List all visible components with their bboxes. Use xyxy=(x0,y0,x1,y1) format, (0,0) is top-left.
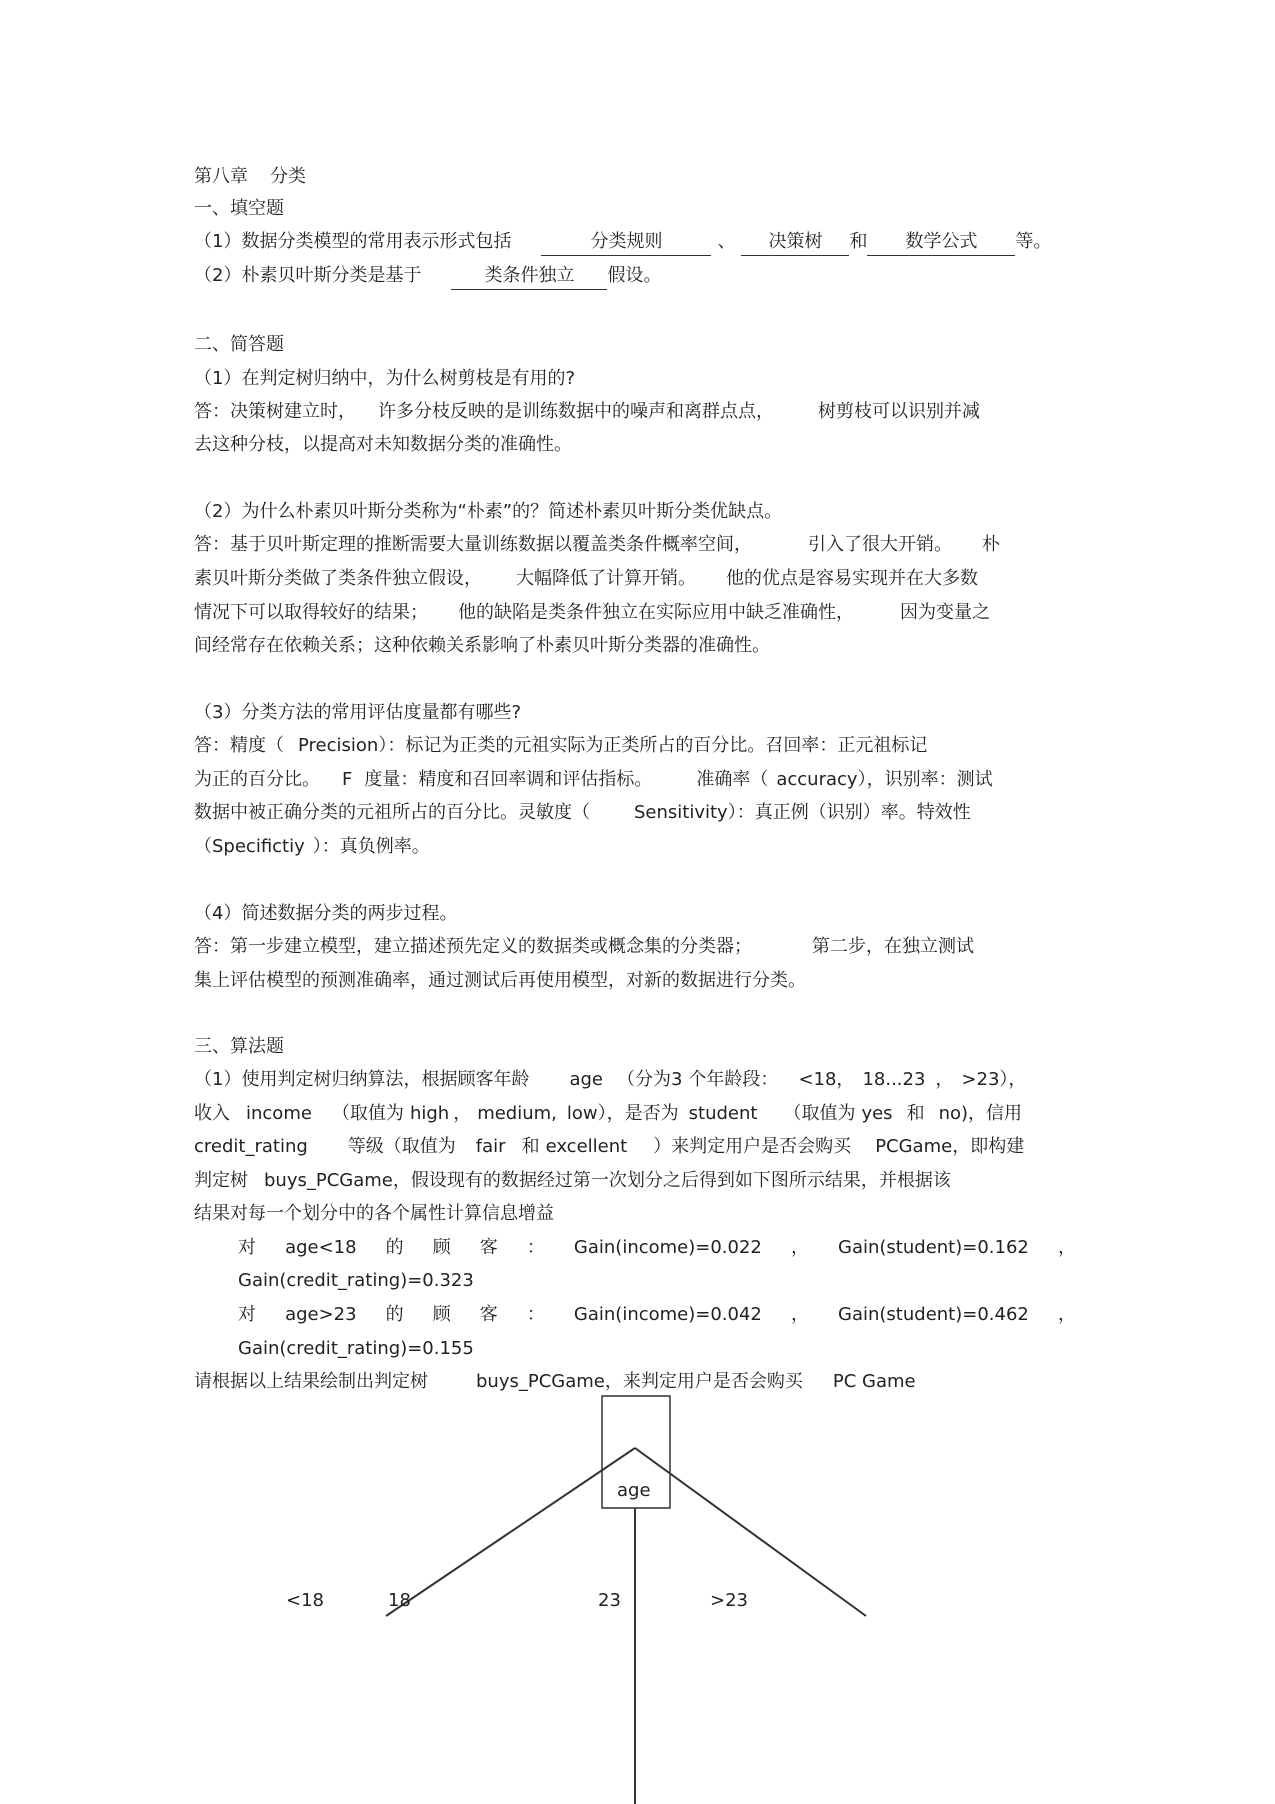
fill-blank: 类条件独立 xyxy=(451,263,607,290)
answer-line: 数据中被正确分类的元祖所占的百分比。灵敏度（ Sensitivity）：真正例（识别）率。特效性 xyxy=(194,802,971,823)
algo-paragraph-line: （1）使用判定树归纳算法，根据顾客年龄 age （分为3 个年龄段： <18， 18...23 ， >23）， xyxy=(194,1069,1027,1090)
answer-line: 答：决策树建立时， 许多分枝反映的是训练数据中的噪声和离群点点， 树剪枝可以识别并减 xyxy=(194,401,980,422)
algo-paragraph-line: 判定树 buys_PCGame，假设现有的数据经过第一次划分之后得到如下图所示结果，并根据该 xyxy=(194,1170,951,1191)
branch-label: 23 xyxy=(598,1590,621,1611)
branch-right-line xyxy=(635,1448,866,1616)
fill-blank: 分类规则 xyxy=(541,229,711,256)
algo-paragraph-line: 收入 income （取值为 high ， medium, low），是否为 student （取值为 yes 和 no)，信用 xyxy=(194,1103,1023,1124)
branch-label: >23 xyxy=(710,1590,748,1611)
answer-line: 去这种分枝，以提高对未知数据分类的准确性。 xyxy=(194,434,572,455)
gain-value: Gain(credit_rating)=0.155 xyxy=(238,1338,474,1359)
short-question-4: （4）简述数据分类的两步过程。 xyxy=(194,903,458,924)
fill-question-2: （2）朴素贝叶斯分类是基于 类条件独立 假设。 xyxy=(194,263,661,290)
fill-blank: 决策树 xyxy=(741,229,849,256)
algo-paragraph-line: 结果对每一个划分中的各个属性计算信息增益 xyxy=(194,1203,554,1224)
chapter-number: 第八章 xyxy=(194,166,248,187)
short-question-2: （2）为什么朴素贝叶斯分类称为“朴素”的？简述朴素贝叶斯分类优缺点。 xyxy=(194,501,783,522)
root-node-label: age xyxy=(617,1480,651,1501)
section-heading-fill: 一、填空题 xyxy=(194,198,284,219)
fill-blank: 数学公式 xyxy=(867,229,1015,256)
answer-line: 间经常存在依赖关系；这种依赖关系影响了朴素贝叶斯分类器的准确性。 xyxy=(194,635,770,656)
section-heading-short: 二、简答题 xyxy=(194,334,284,355)
answer-line: 为正的百分比。 F 度量：精度和召回率调和评估指标。 准确率（ accuracy），识别率：测试 xyxy=(194,769,993,790)
answer-line: 答：第一步建立模型，建立描述预先定义的数据类或概念集的分类器； 第二步，在独立测试 xyxy=(194,936,974,957)
branch-label: 18 xyxy=(388,1590,411,1611)
answer-line: 答：基于贝叶斯定理的推断需要大量训练数据以覆盖类条件概率空间， 引入了很大开销。 朴 xyxy=(194,534,1000,555)
chapter-subject: 分类 xyxy=(270,166,306,187)
gain-row-age-lt-18: 对 age<18 的 顾 客 ： Gain(income)=0.022 ， Gain(student)=0.162 ， xyxy=(238,1237,1076,1258)
section-heading-algo: 三、算法题 xyxy=(194,1036,284,1057)
answer-line: 素贝叶斯分类做了类条件独立假设， 大幅降低了计算开销。 他的优点是容易实现并在大多数 xyxy=(194,568,978,589)
gain-row-age-gt-23: 对 age>23 的 顾 客 ： Gain(income)=0.042 ， Gain(student)=0.462 ， xyxy=(238,1304,1076,1325)
fill-question-1: （1）数据分类模型的常用表示形式包括 分类规则 、 决策树 和 数学公式 等。 xyxy=(194,229,1051,256)
answer-line: 集上评估模型的预测准确率，通过测试后再使用模型，对新的数据进行分类。 xyxy=(194,970,806,991)
short-question-1: （1）在判定树归纳中，为什么树剪枝是有用的? xyxy=(194,368,576,389)
short-question-3: （3）分类方法的常用评估度量都有哪些? xyxy=(194,702,522,723)
answer-line: 答：精度（ Precision）：标记为正类的元祖实际为正类所占的百分比。召回率：正元祖标记 xyxy=(194,735,928,756)
answer-line: 情况下可以取得较好的结果； 他的缺陷是类条件独立在实际应用中缺乏准确性， 因为变量之 xyxy=(194,602,990,623)
algo-paragraph-line: 请根据以上结果绘制出判定树 buys_PCGame，来判定用户是否会购买 PC Game xyxy=(194,1371,916,1392)
gain-value: Gain(credit_rating)=0.323 xyxy=(238,1270,474,1291)
answer-line: （Specifictiy ）：真负例率。 xyxy=(194,836,430,857)
algo-paragraph-line: credit_rating 等级（取值为 fair 和 excellent ）来判定用户是否会购买 PCGame，即构建 xyxy=(194,1136,1025,1157)
branch-label: <18 xyxy=(286,1590,324,1611)
